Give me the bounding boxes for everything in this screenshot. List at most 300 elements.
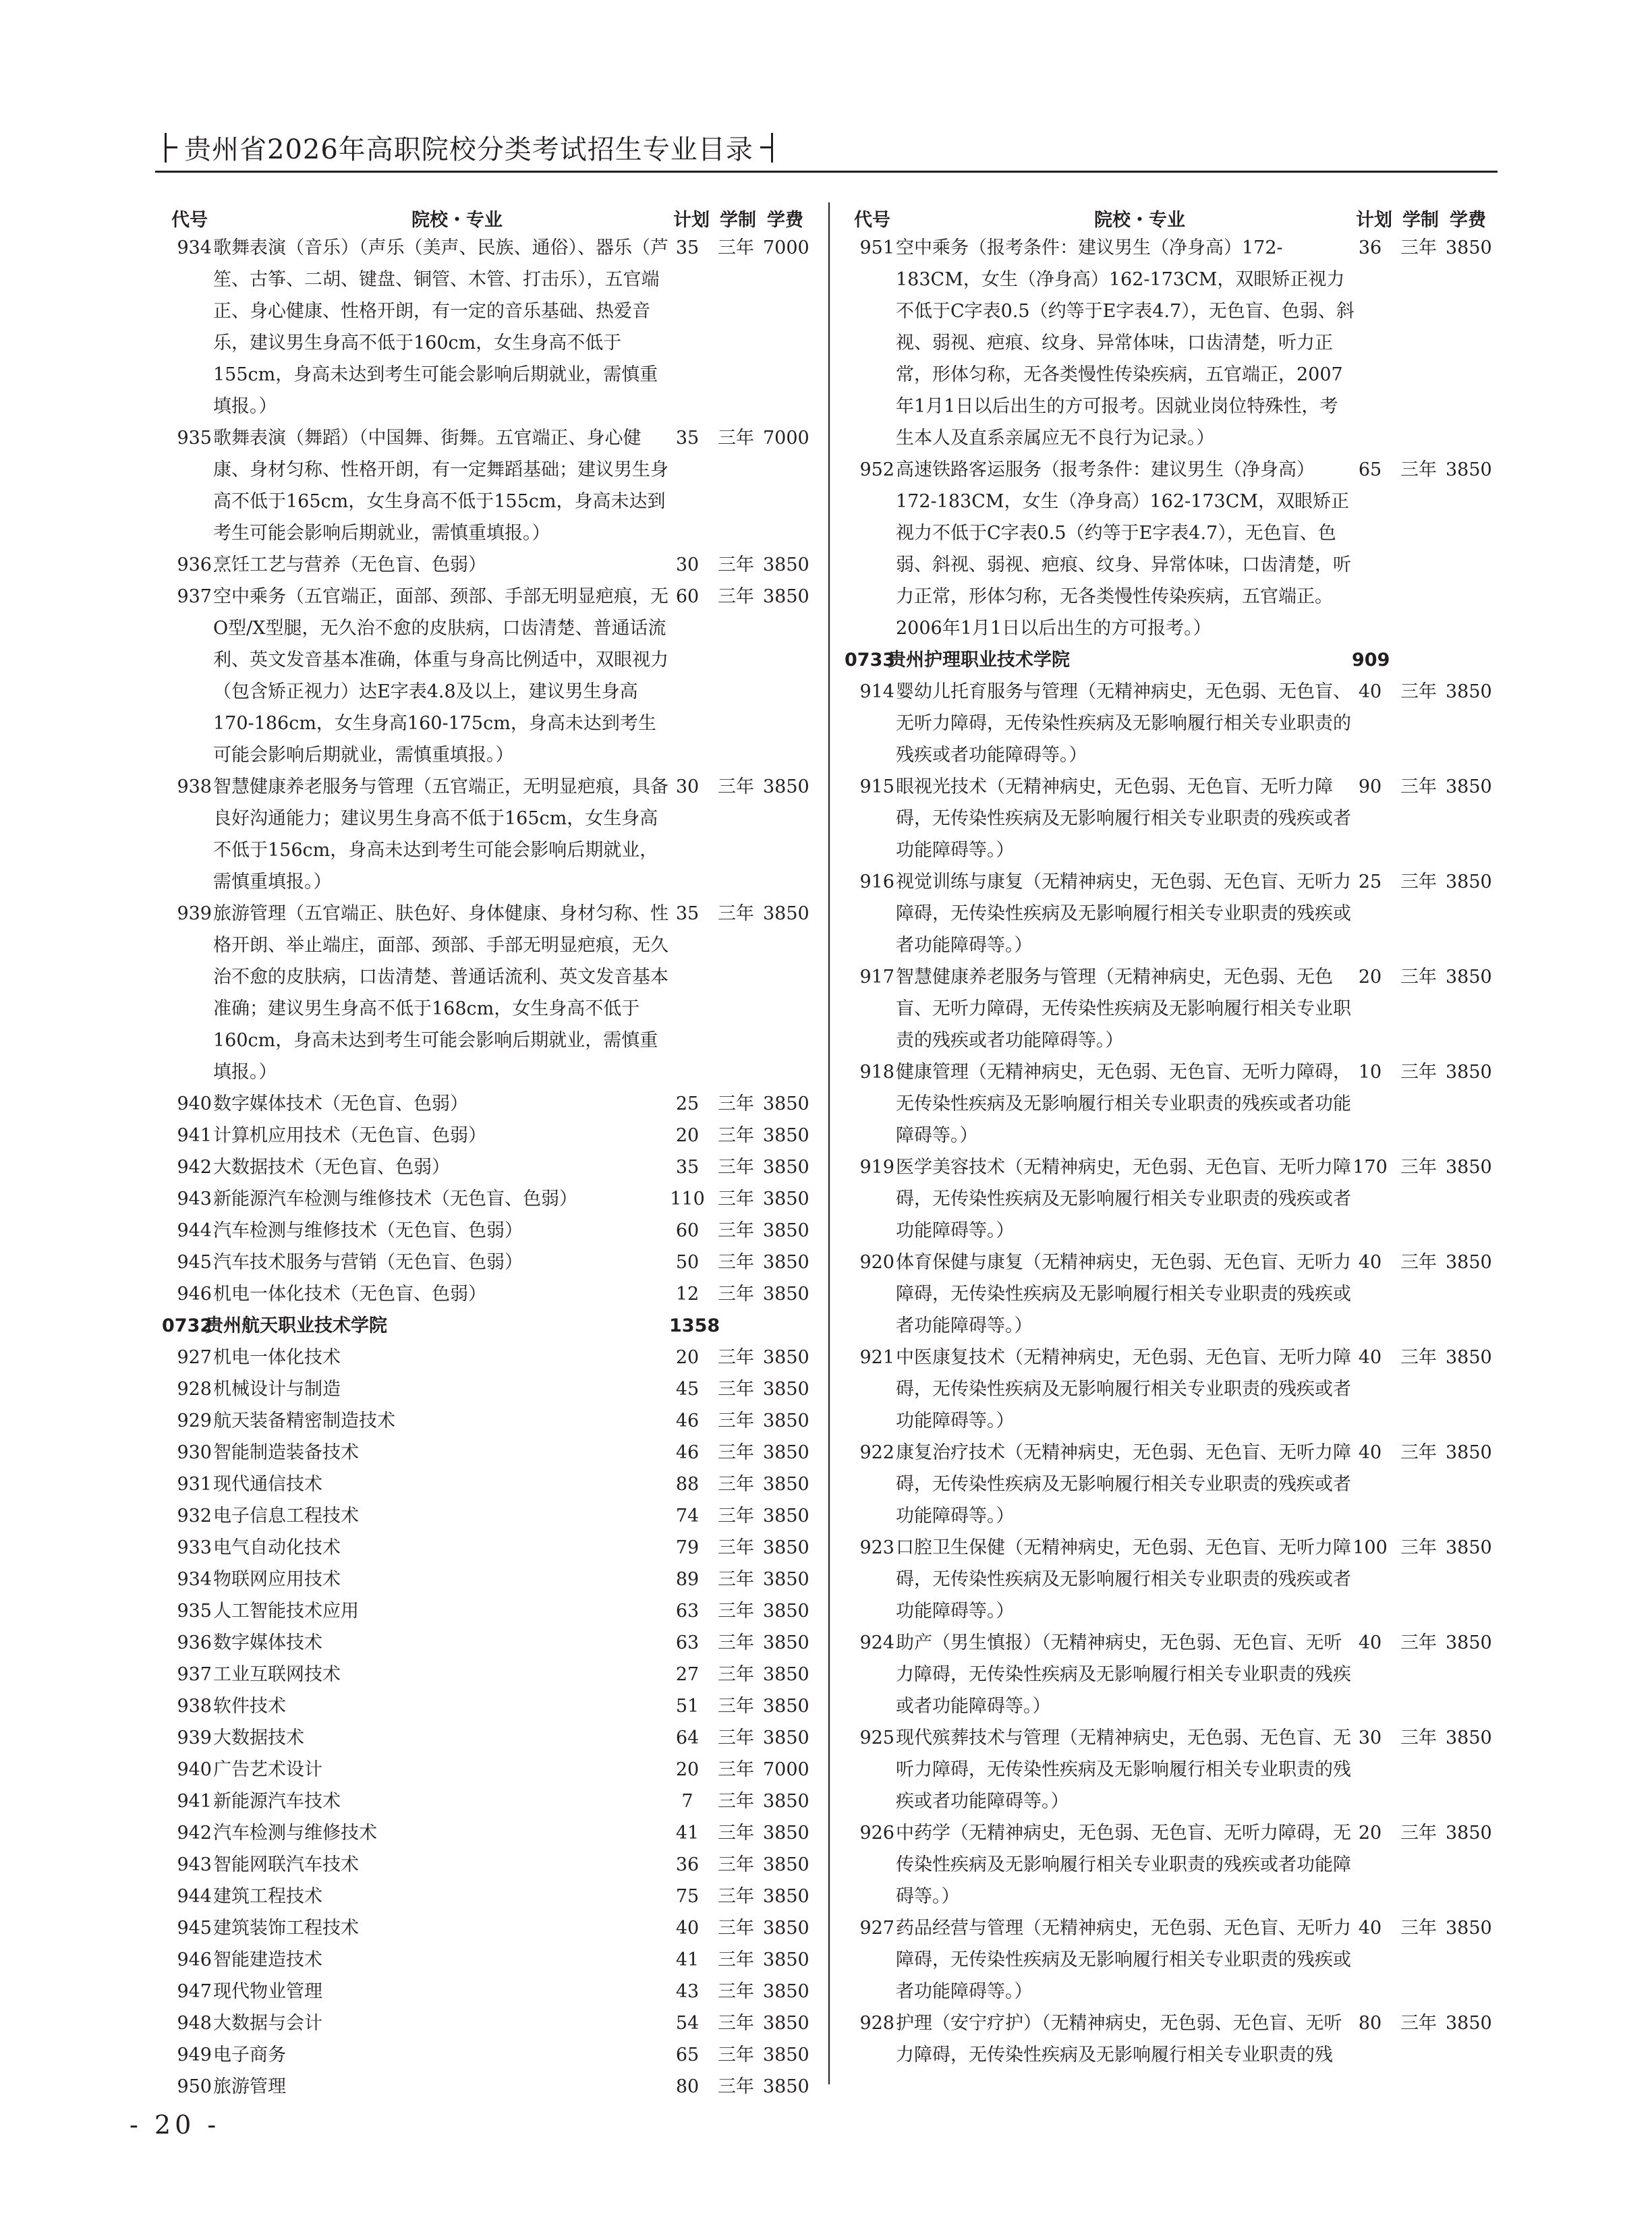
- study-duration: 三年: [1400, 237, 1437, 258]
- major-code: 936: [177, 554, 212, 575]
- enrollment-plan: 35: [675, 903, 700, 924]
- major-code: 932: [177, 1506, 212, 1526]
- major-name: 大数据技术（无色盲、色弱）: [213, 1157, 450, 1178]
- major-code: 947: [177, 1981, 212, 2002]
- major-name: 汽车检测与维修技术（无色盲、色弱）: [213, 1220, 523, 1241]
- tuition-fee: 3850: [1446, 2013, 1492, 2034]
- tuition-fee: 3850: [763, 1442, 809, 1463]
- school-code: 0732: [162, 1315, 213, 1336]
- study-duration: 三年: [718, 903, 754, 924]
- major-code: 940: [177, 1093, 212, 1114]
- header-duration: 学制: [1402, 210, 1439, 231]
- study-duration: 三年: [1400, 681, 1437, 702]
- enrollment-plan: 88: [675, 1474, 700, 1495]
- enrollment-plan: 46: [675, 1410, 700, 1431]
- school-plan: 909: [1352, 650, 1390, 670]
- major-name: 现代通信技术: [213, 1474, 322, 1495]
- major-code: 945: [177, 1918, 212, 1939]
- tuition-fee: 3850: [1446, 1632, 1492, 1653]
- major-code: 939: [177, 1728, 212, 1748]
- major-name: 智慧健康养老服务与管理（无精神病史，无色弱、无色盲、无听力障碍，无传染性疾病及无影响履行相关专业职责的残疾或者功能障碍等。）: [896, 967, 1351, 1051]
- table-row: [162, 1278, 836, 1310]
- study-duration: 三年: [718, 237, 754, 258]
- study-duration: 三年: [718, 1093, 754, 1114]
- table-row: [845, 1342, 1519, 1437]
- major-code: 946: [177, 1284, 212, 1305]
- major-name: 高速铁路客运服务（报考条件：建议男生（净身高）172-183CM，女生（净身高）162-173CM，双眼矫正视力不低于C字表0.5（约等于E字表4.7），无色盲、色弱、斜视、弱视、疤痕、纹身、异常体味，口齿清楚，听力正常，形体匀称，无各类慢性传染疾病，五官端正。2006年1月1日以后出生的方可报考。）: [896, 459, 1351, 639]
- enrollment-plan: 50: [675, 1252, 700, 1273]
- header-title: 贵州省2026年高职院校分类考试招生专业目录: [184, 134, 753, 165]
- tuition-fee: 3850: [763, 2076, 809, 2097]
- enrollment-plan: 40: [675, 1918, 700, 1939]
- major-name: 智能网联汽车技术: [213, 1854, 359, 1875]
- table-row: [162, 422, 836, 549]
- enrollment-plan: 45: [675, 1379, 700, 1400]
- study-duration: 三年: [1400, 2013, 1437, 2034]
- table-row: [162, 1817, 836, 1849]
- study-duration: 三年: [1400, 967, 1437, 988]
- enrollment-plan: 40: [1358, 681, 1382, 702]
- major-name: 智能制造装备技术: [213, 1442, 359, 1463]
- study-duration: 三年: [718, 1474, 754, 1495]
- table-row: [162, 1976, 836, 2007]
- study-duration: 三年: [1400, 1442, 1437, 1463]
- major-name: 助产（男生慎报）（无精神病史，无色弱、无色盲、无听力障碍，无传染性疾病及无影响履行相关专业职责的残疾或者功能障碍等。）: [896, 1632, 1351, 1717]
- enrollment-plan: 41: [675, 1949, 700, 1970]
- tuition-fee: 7000: [763, 428, 809, 449]
- major-code: 921: [859, 1347, 894, 1368]
- major-name: 计算机应用技术（无色盲、色弱）: [213, 1125, 486, 1146]
- enrollment-plan: 75: [675, 1886, 700, 1907]
- study-duration: 三年: [718, 586, 754, 607]
- major-code: 945: [177, 1252, 212, 1273]
- header-name: 院校・专业: [1094, 210, 1185, 231]
- major-code: 952: [859, 459, 894, 480]
- major-code: 942: [177, 1157, 212, 1178]
- enrollment-plan: 40: [1358, 1252, 1382, 1273]
- enrollment-plan: 110: [670, 1189, 705, 1209]
- enrollment-plan: 35: [675, 428, 700, 449]
- header-bar-right: [771, 133, 773, 163]
- major-code: 929: [177, 1410, 212, 1431]
- enrollment-plan: 20: [1358, 1823, 1382, 1844]
- study-duration: 三年: [718, 1220, 754, 1241]
- left-rows: [162, 232, 836, 2103]
- tuition-fee: 3850: [1446, 1537, 1492, 1558]
- enrollment-plan: 20: [675, 1347, 700, 1368]
- tuition-fee: 3850: [1446, 237, 1492, 258]
- major-name: 机电一体化技术: [213, 1347, 341, 1368]
- major-name: 医学美容技术（无精神病史，无色弱、无色盲、无听力障碍，无传染性疾病及无影响履行相关专业职责的残疾或者功能障碍等。）: [896, 1157, 1351, 1241]
- enrollment-plan: 7: [681, 1791, 693, 1812]
- major-code: 938: [177, 776, 212, 797]
- major-name: 歌舞表演（舞蹈）（中国舞、街舞。五官端正、身心健康、身材匀称、性格开朗，有一定舞蹈基础；建议男生身高不低于165cm，女生身高不低于155cm，身高未达到考生可能会影响后期就业，需慎重填报。）: [213, 428, 668, 544]
- tuition-fee: 3850: [763, 1125, 809, 1146]
- major-code: 938: [177, 1696, 212, 1717]
- enrollment-plan: 54: [675, 2013, 700, 2034]
- table-row: [162, 1564, 836, 1595]
- header-plan: 计划: [1356, 210, 1392, 231]
- major-code: 935: [177, 428, 212, 449]
- table-row: [162, 1373, 836, 1405]
- table-row: [162, 771, 836, 898]
- major-name: 电气自动化技术: [213, 1537, 341, 1558]
- tuition-fee: 3850: [763, 1347, 809, 1368]
- table-row: [845, 866, 1519, 961]
- major-name: 建筑装饰工程技术: [213, 1918, 359, 1939]
- table-row: [845, 1056, 1519, 1151]
- table-row: [162, 1690, 836, 1722]
- study-duration: 三年: [1400, 459, 1437, 480]
- table-row: [845, 1627, 1519, 1722]
- tuition-fee: 3850: [763, 586, 809, 607]
- study-duration: 三年: [718, 1601, 754, 1622]
- study-duration: 三年: [1400, 1252, 1437, 1273]
- tuition-fee: 3850: [763, 1252, 809, 1273]
- enrollment-plan: 46: [675, 1442, 700, 1463]
- enrollment-plan: 20: [1358, 967, 1382, 988]
- major-code: 927: [859, 1918, 894, 1939]
- enrollment-plan: 80: [675, 2076, 700, 2097]
- table-row: [162, 1912, 836, 1944]
- right-column: [845, 202, 1519, 2071]
- tuition-fee: 3850: [763, 903, 809, 924]
- major-code: 941: [177, 1791, 212, 1812]
- study-duration: 三年: [718, 1791, 754, 1812]
- study-duration: 三年: [1400, 1823, 1437, 1844]
- tuition-fee: 3850: [763, 1854, 809, 1875]
- study-duration: 三年: [718, 1854, 754, 1875]
- table-row: [162, 2039, 836, 2071]
- table-row: [162, 1786, 836, 1817]
- study-duration: 三年: [718, 1696, 754, 1717]
- enrollment-plan: 90: [1358, 776, 1382, 797]
- enrollment-plan: 100: [1352, 1537, 1388, 1558]
- tuition-fee: 3850: [1446, 1442, 1492, 1463]
- table-row: [162, 549, 836, 581]
- enrollment-plan: 80: [1358, 2013, 1382, 2034]
- tuition-fee: 3850: [763, 1569, 809, 1590]
- tuition-fee: 3850: [763, 1093, 809, 1114]
- header-duration: 学制: [720, 210, 756, 231]
- major-name: 现代物业管理: [213, 1981, 322, 2002]
- tuition-fee: 3850: [763, 1949, 809, 1970]
- study-duration: 三年: [718, 1949, 754, 1970]
- major-code: 951: [859, 237, 894, 258]
- header-code: 代号: [171, 210, 208, 231]
- tuition-fee: 3850: [763, 1664, 809, 1685]
- running-header: [165, 128, 1514, 167]
- table-row: [162, 2007, 836, 2039]
- school-code: 0733: [845, 650, 896, 670]
- major-name: 空中乘务（五官端正，面部、颈部、手部无明显疤痕，无O型/X型腿，无久治不愈的皮肤病，口齿清楚、普通话流利、英文发音基本准确，体重与身高比例适中，双眼视力（包含矫正视力）达E字表4.8及以上，建议男生身高170-186cm，女生身高160-175cm，身高未达到考生可能会影响后期就业，需慎重填报。）: [213, 586, 668, 766]
- enrollment-plan: 60: [675, 586, 700, 607]
- study-duration: 三年: [718, 1728, 754, 1748]
- study-duration: 三年: [718, 1569, 754, 1590]
- major-name: 护理（安宁疗护）（无精神病史，无色弱、无色盲、无听力障碍，无传染性疾病及无影响履行相关专业职责的残: [896, 2013, 1342, 2065]
- study-duration: 三年: [718, 1506, 754, 1526]
- enrollment-plan: 63: [675, 1601, 700, 1622]
- study-duration: 三年: [718, 2045, 754, 2065]
- tuition-fee: 3850: [763, 1632, 809, 1653]
- major-code: 928: [177, 1379, 212, 1400]
- tuition-fee: 3850: [763, 1537, 809, 1558]
- tuition-fee: 3850: [1446, 1728, 1492, 1748]
- tuition-fee: 3850: [1446, 1823, 1492, 1844]
- major-code: 936: [177, 1632, 212, 1653]
- header-plan: 计划: [673, 210, 710, 231]
- school-plan: 1358: [669, 1315, 720, 1336]
- major-name: 电子信息工程技术: [213, 1506, 359, 1526]
- tuition-fee: 3850: [1446, 459, 1492, 480]
- header-fee: 学费: [767, 210, 803, 231]
- major-code: 944: [177, 1220, 212, 1241]
- table-row: [162, 2071, 836, 2103]
- major-code: 931: [177, 1474, 212, 1495]
- major-name: 歌舞表演（音乐）（声乐（美声、民族、通俗）、器乐（芦笙、古筝、二胡、键盘、铜管、木管、打击乐），五官端正、身心健康、性格开朗，有一定的音乐基础、热爱音乐，建议男生身高不低于160cm，女生身高不低于155cm，身高未达到考生可能会影响后期就业，需慎重填报。）: [213, 237, 668, 417]
- enrollment-plan: 170: [1352, 1157, 1388, 1178]
- major-code: 949: [177, 2045, 212, 2065]
- table-row: [162, 1595, 836, 1627]
- study-duration: 三年: [718, 1284, 754, 1305]
- table-row: [162, 1088, 836, 1120]
- major-code: 939: [177, 903, 212, 924]
- major-name: 烹饪工艺与营养（无色盲、色弱）: [213, 554, 486, 575]
- table-header: [162, 202, 836, 232]
- study-duration: 三年: [718, 1157, 754, 1178]
- major-name: 旅游管理: [213, 2076, 286, 2097]
- major-name: 婴幼儿托育服务与管理（无精神病史，无色弱、无色盲、无听力障碍，无传染性疾病及无影响履行相关专业职责的残疾或者功能障碍等。）: [896, 681, 1351, 766]
- tuition-fee: 3850: [763, 1474, 809, 1495]
- major-code: 924: [859, 1632, 894, 1653]
- major-name: 中药学（无精神病史，无色弱、无色盲、无听力障碍，无传染性疾病及无影响履行相关专业职责的残疾或者功能障碍等。）: [896, 1823, 1351, 1907]
- tuition-fee: 3850: [1446, 872, 1492, 892]
- major-code: 923: [859, 1537, 894, 1558]
- table-row: [162, 1437, 836, 1468]
- page-number: - 20 -: [130, 2110, 221, 2140]
- tuition-fee: 3850: [763, 1157, 809, 1178]
- header-code: 代号: [854, 210, 890, 231]
- major-name: 旅游管理（五官端正、肤色好、身体健康、身材匀称、性格开朗、举止端庄，面部、颈部、手部无明显疤痕，无久治不愈的皮肤病，口齿清楚、普通话流利、英文发音基本准确；建议男生身高不低于168cm，女生身高不低于160cm，身高未达到考生可能会影响后期就业，需慎重填报。）: [213, 903, 668, 1083]
- enrollment-plan: 40: [1358, 1918, 1382, 1939]
- enrollment-plan: 35: [675, 237, 700, 258]
- major-name: 空中乘务（报考条件：建议男生（净身高）172-183CM，女生（净身高）162-173CM，双眼矫正视力不低于C字表0.5（约等于E字表4.7），无色盲、色弱、斜视、弱视、疤痕、纹身、异常体味，口齿清楚，听力正常，形体匀称，无各类慢性传染疾病，五官端正，2007年1月1日以后出生的方可报考。因就业岗位特殊性，考生本人及直系亲属应无不良行为记录。）: [896, 237, 1355, 449]
- enrollment-plan: 40: [1358, 1632, 1382, 1653]
- major-name: 新能源汽车检测与维修技术（无色盲、色弱）: [213, 1189, 577, 1209]
- table-row: [162, 581, 836, 771]
- study-duration: 三年: [718, 2076, 754, 2097]
- major-code: 946: [177, 1949, 212, 1970]
- study-duration: 三年: [718, 1886, 754, 1907]
- major-name: 数字媒体技术: [213, 1632, 322, 1653]
- major-name: 眼视光技术（无精神病史，无色弱、无色盲、无听力障碍，无传染性疾病及无影响履行相关专业职责的残疾或者功能障碍等。）: [896, 776, 1351, 861]
- major-code: 926: [859, 1823, 894, 1844]
- school-name: 贵州航天职业技术学院: [205, 1315, 387, 1336]
- major-code: 937: [177, 1664, 212, 1685]
- major-name: 机械设计与制造: [213, 1379, 341, 1400]
- enrollment-plan: 36: [1358, 237, 1382, 258]
- enrollment-plan: 12: [675, 1284, 700, 1305]
- tuition-fee: 3850: [763, 1728, 809, 1748]
- table-row: [162, 898, 836, 1088]
- table-row: [162, 1468, 836, 1500]
- table-row: [845, 771, 1519, 866]
- table-row: [845, 454, 1519, 644]
- major-code: 948: [177, 2013, 212, 2034]
- table-row: [162, 1183, 836, 1215]
- study-duration: 三年: [718, 2013, 754, 2034]
- major-name: 药品经营与管理（无精神病史，无色弱、无色盲、无听力障碍，无传染性疾病及无影响履行相关专业职责的残疾或者功能障碍等。）: [896, 1918, 1351, 2002]
- study-duration: 三年: [718, 1379, 754, 1400]
- study-duration: 三年: [718, 1981, 754, 2002]
- table-header: [845, 202, 1519, 232]
- study-duration: 三年: [1400, 1632, 1437, 1653]
- table-row: [845, 1247, 1519, 1342]
- enrollment-plan: 89: [675, 1569, 700, 1590]
- major-code: 916: [859, 872, 894, 892]
- study-duration: 三年: [718, 1537, 754, 1558]
- table-row: [845, 961, 1519, 1056]
- left-column: [162, 202, 836, 2103]
- tuition-fee: 3850: [763, 554, 809, 575]
- study-duration: 三年: [718, 1347, 754, 1368]
- major-code: 930: [177, 1442, 212, 1463]
- enrollment-plan: 30: [675, 776, 700, 797]
- study-duration: 三年: [718, 1918, 754, 1939]
- major-code: 925: [859, 1728, 894, 1748]
- tuition-fee: 3850: [1446, 776, 1492, 797]
- tuition-fee: 3850: [763, 1696, 809, 1717]
- table-row: [162, 1944, 836, 1976]
- major-code: 917: [859, 967, 894, 988]
- table-row: [162, 1722, 836, 1754]
- enrollment-plan: 30: [1358, 1728, 1382, 1748]
- study-duration: 三年: [1400, 1062, 1437, 1083]
- major-name: 大数据与会计: [213, 2013, 322, 2034]
- major-code: 942: [177, 1823, 212, 1844]
- enrollment-plan: 60: [675, 1220, 700, 1241]
- major-code: 922: [859, 1442, 894, 1463]
- right-rows: [845, 232, 1519, 2071]
- table-row: [162, 1120, 836, 1151]
- enrollment-plan: 64: [675, 1728, 700, 1748]
- study-duration: 三年: [1400, 1918, 1437, 1939]
- major-code: 934: [177, 237, 212, 258]
- table-row: [845, 2007, 1519, 2071]
- table-row: [845, 1912, 1519, 2007]
- table-row: [845, 1437, 1519, 1532]
- study-duration: 三年: [718, 428, 754, 449]
- tuition-fee: 3850: [1446, 1252, 1492, 1273]
- major-name: 智能建造技术: [213, 1949, 322, 1970]
- enrollment-plan: 27: [675, 1664, 700, 1685]
- major-name: 大数据技术: [213, 1728, 304, 1748]
- table-row: [162, 1500, 836, 1532]
- major-code: 935: [177, 1601, 212, 1622]
- major-code: 940: [177, 1759, 212, 1780]
- major-name: 工业互联网技术: [213, 1664, 341, 1685]
- major-name: 康复治疗技术（无精神病史，无色弱、无色盲、无听力障碍，无传染性疾病及无影响履行相关专业职责的残疾或者功能障碍等。）: [896, 1442, 1351, 1526]
- table-row: [845, 676, 1519, 771]
- tuition-fee: 3850: [763, 2045, 809, 2065]
- tuition-fee: 3850: [763, 1506, 809, 1526]
- major-name: 口腔卫生保健（无精神病史，无色弱、无色盲、无听力障碍，无传染性疾病及无影响履行相关专业职责的残疾或者功能障碍等。）: [896, 1537, 1351, 1622]
- study-duration: 三年: [718, 1252, 754, 1273]
- tuition-fee: 3850: [1446, 1062, 1492, 1083]
- study-duration: 三年: [1400, 1347, 1437, 1368]
- enrollment-plan: 43: [675, 1981, 700, 2002]
- tuition-fee: 3850: [763, 1284, 809, 1305]
- study-duration: 三年: [1400, 1157, 1437, 1178]
- tuition-fee: 7000: [763, 1759, 809, 1780]
- major-name: 机电一体化技术（无色盲、色弱）: [213, 1284, 486, 1305]
- study-duration: 三年: [718, 554, 754, 575]
- major-name: 广告艺术设计: [213, 1759, 322, 1780]
- study-duration: 三年: [718, 1189, 754, 1209]
- major-name: 航天装备精密制造技术: [213, 1410, 395, 1431]
- enrollment-plan: 40: [1358, 1347, 1382, 1368]
- enrollment-plan: 25: [1358, 872, 1382, 892]
- table-row: [845, 1817, 1519, 1912]
- major-name: 汽车检测与维修技术: [213, 1823, 377, 1844]
- header-tick-left: [167, 146, 177, 148]
- major-name: 物联网应用技术: [213, 1569, 341, 1590]
- table-row: [162, 1342, 836, 1373]
- major-name: 体育保健与康复（无精神病史，无色弱、无色盲、无听力障碍，无传染性疾病及无影响履行相关专业职责的残疾或者功能障碍等。）: [896, 1252, 1351, 1336]
- enrollment-plan: 30: [675, 554, 700, 575]
- tuition-fee: 3850: [763, 1791, 809, 1812]
- major-code: 919: [859, 1157, 894, 1178]
- table-row: [162, 1754, 836, 1786]
- study-duration: 三年: [1400, 1728, 1437, 1748]
- major-code: 943: [177, 1854, 212, 1875]
- table-row: [845, 1532, 1519, 1627]
- header-fee: 学费: [1450, 210, 1486, 231]
- table-row: [845, 1722, 1519, 1817]
- tuition-fee: 3850: [1446, 967, 1492, 988]
- school-row: [162, 1310, 836, 1342]
- major-code: 943: [177, 1189, 212, 1209]
- tuition-fee: 3850: [1446, 681, 1492, 702]
- enrollment-plan: 25: [675, 1093, 700, 1114]
- enrollment-plan: 41: [675, 1823, 700, 1844]
- enrollment-plan: 10: [1358, 1062, 1382, 1083]
- study-duration: 三年: [718, 776, 754, 797]
- table-row: [162, 1151, 836, 1183]
- major-code: 933: [177, 1537, 212, 1558]
- major-name: 新能源汽车技术: [213, 1791, 341, 1812]
- major-code: 920: [859, 1252, 894, 1273]
- study-duration: 三年: [718, 1632, 754, 1653]
- table-row: [162, 232, 836, 422]
- tuition-fee: 3850: [1446, 1157, 1492, 1178]
- table-row: [162, 1659, 836, 1690]
- enrollment-plan: 36: [675, 1854, 700, 1875]
- tuition-fee: 3850: [763, 1601, 809, 1622]
- study-duration: 三年: [718, 1759, 754, 1780]
- tuition-fee: 3850: [1446, 1347, 1492, 1368]
- table-row: [162, 1247, 836, 1278]
- major-name: 数字媒体技术（无色盲、色弱）: [213, 1093, 468, 1114]
- major-code: 950: [177, 2076, 212, 2097]
- table-row: [162, 1881, 836, 1912]
- enrollment-plan: 74: [675, 1506, 700, 1526]
- major-name: 视觉训练与康复（无精神病史，无色弱、无色盲、无听力障碍，无传染性疾病及无影响履行相关专业职责的残疾或者功能障碍等。）: [896, 872, 1351, 956]
- table-row: [162, 1627, 836, 1659]
- enrollment-plan: 79: [675, 1537, 700, 1558]
- tuition-fee: 3850: [1446, 1918, 1492, 1939]
- major-code: 934: [177, 1569, 212, 1590]
